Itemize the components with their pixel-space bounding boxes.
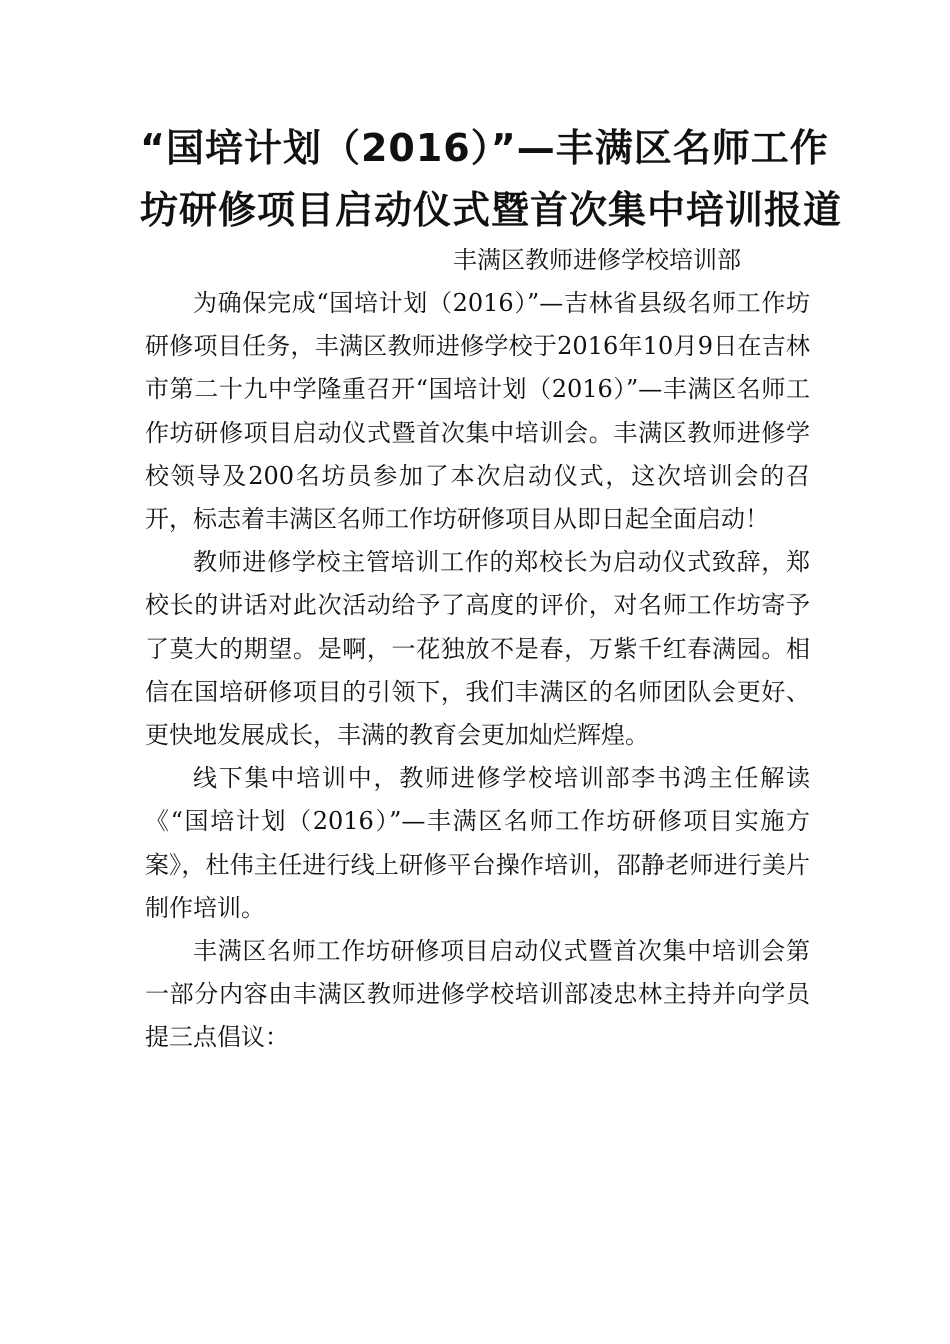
paragraph-1: 为确保完成“国培计划（2016）”—吉林省县级名师工作坊研修项目任务，丰满区教师进修学校于2016年10月9日在吉林市第二十九中学隆重召开“国培计划（2016）”—丰满区名师工作坊研修项目启动仪式暨首次集中培训会。丰满区教师进修学校领导及200名坊员参加了本次启动仪式，这次培训会的召开，标志着丰满区名师工作坊研修项目从即日起全面启动！ xyxy=(145,289,810,534)
article-body xyxy=(145,282,810,1060)
paragraph-3: 线下集中培训中，教师进修学校培训部李书鸿主任解读《“国培计划（2016）”—丰满区名师工作坊研修项目实施方案》，杜伟主任进行线上研修平台操作培训，邵静老师进行美片制作培训。 xyxy=(145,764,810,922)
title-line-2: 坊研修项目启动仪式暨首次集中培训报道 xyxy=(140,188,843,232)
paragraph-4: 丰满区名师工作坊研修项目启动仪式暨首次集中培训会第一部分内容由丰满区教师进修学校培训部凌忠林主持并向学员提三点倡议： xyxy=(145,937,810,1052)
title-line-1: “国培计划（2016）”—丰满区名师工作 xyxy=(140,126,829,170)
byline: 丰满区教师进修学校培训部 xyxy=(453,246,741,274)
paragraph-2: 教师进修学校主管培训工作的郑校长为启动仪式致辞，郑校长的讲话对此次活动给予了高度的评价，对名师工作坊寄予了莫大的期望。是啊，一花独放不是春，万紫千红春满园。相信在国培研修项目的引领下，我们丰满区的名师团队会更好、更快地发展成长，丰满的教育会更加灿烂辉煌。 xyxy=(145,548,810,750)
